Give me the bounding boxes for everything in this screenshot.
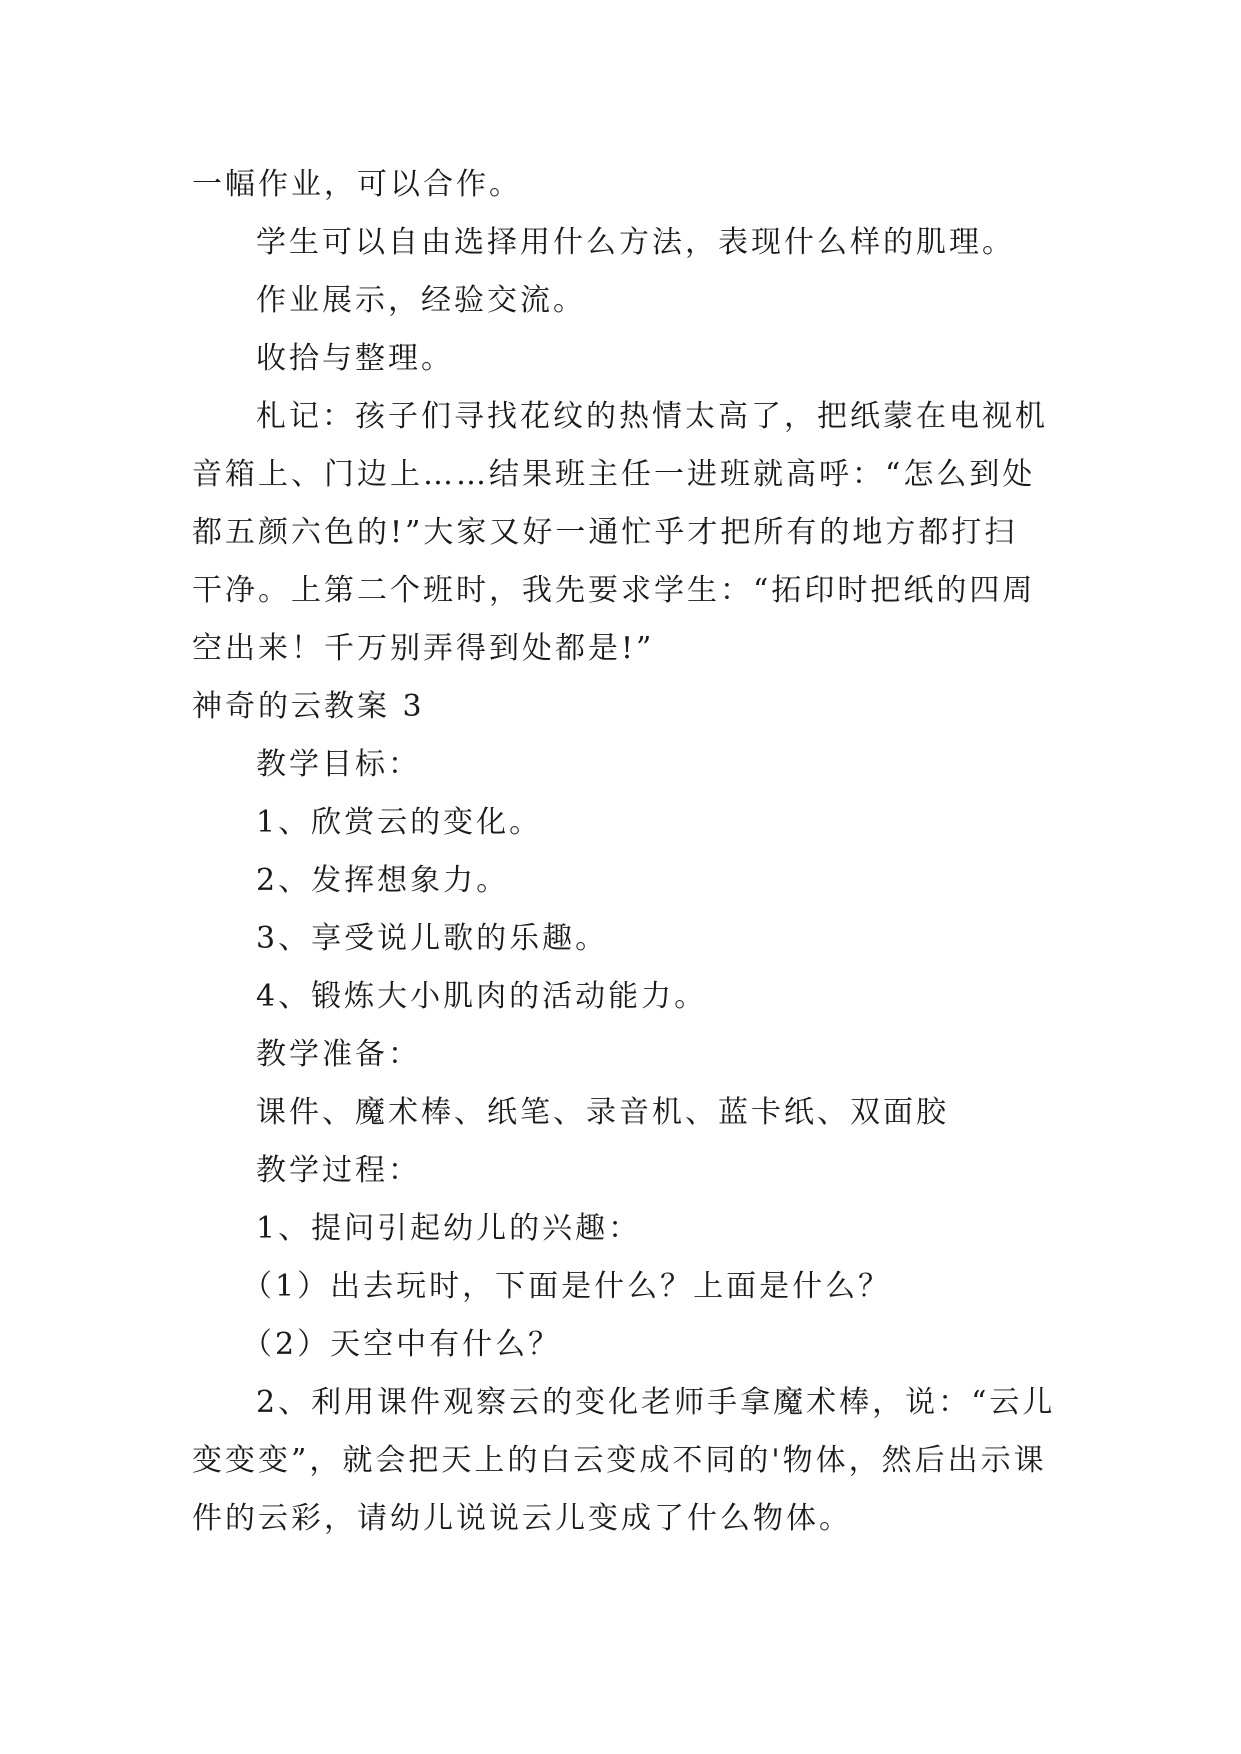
list-item: 2、发挥想象力。 <box>256 863 510 898</box>
list-item: （2）天空中有什么？ <box>242 1327 562 1362</box>
paragraph-line: 空出来！千万别弄得到处都是!” <box>192 631 655 666</box>
paragraph-line: 件的云彩，请幼儿说说云儿变成了什么物体。 <box>192 1501 852 1536</box>
paragraph-line: 教学目标： <box>256 747 421 782</box>
paragraph-line: 一幅作业，可以合作。 <box>192 167 522 202</box>
list-item: （1）出去玩时，下面是什么？上面是什么？ <box>242 1269 892 1304</box>
list-item: 4、锻炼大小肌肉的活动能力。 <box>256 979 708 1014</box>
paragraph-line: 干净。上第二个班时，我先要求学生：“拓印时把纸的四周 <box>192 573 1036 608</box>
list-item: 1、欣赏云的变化。 <box>256 805 543 840</box>
paragraph-line: 都五颜六色的!”大家又好一通忙乎才把所有的地方都打扫 <box>192 515 1018 550</box>
paragraph-line: 学生可以自由选择用什么方法，表现什么样的肌理。 <box>256 225 1015 260</box>
paragraph-line: 札记：孩子们寻找花纹的热情太高了，把纸蒙在电视机 <box>256 399 1048 434</box>
paragraph-line: 课件、魔术棒、纸笔、录音机、蓝卡纸、双面胶 <box>256 1095 949 1130</box>
section-title: 神奇的云教案 3 <box>192 689 425 724</box>
paragraph-line: 收拾与整理。 <box>256 341 454 376</box>
paragraph-line: 音箱上、门边上……结果班主任一进班就高呼：“怎么到处 <box>192 457 1036 492</box>
list-item: 3、享受说儿歌的乐趣。 <box>256 921 609 956</box>
paragraph-line: 教学准备： <box>256 1037 421 1072</box>
paragraph-line: 变变变”，就会把天上的白云变成不同的'物体，然后出示课 <box>192 1443 1047 1478</box>
paragraph-line: 教学过程： <box>256 1153 421 1188</box>
list-item: 1、提问引起幼儿的兴趣： <box>256 1211 642 1246</box>
paragraph-line: 作业展示，经验交流。 <box>256 283 586 318</box>
paragraph-line: 2、利用课件观察云的变化老师手拿魔术棒，说：“云儿 <box>256 1385 1056 1420</box>
